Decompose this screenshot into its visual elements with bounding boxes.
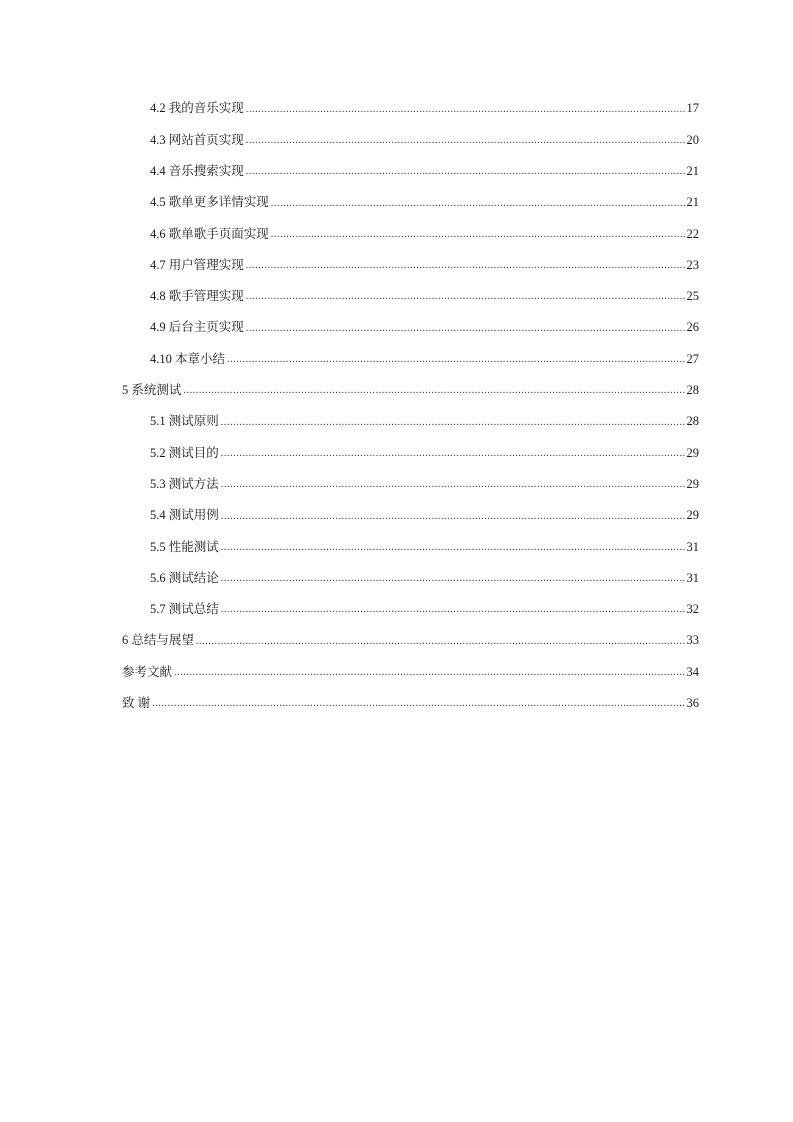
toc-dot-leader xyxy=(246,324,685,334)
toc-dot-leader xyxy=(227,355,684,365)
table-of-contents xyxy=(122,93,699,719)
toc-dot-leader xyxy=(246,261,685,271)
toc-entry-page-number: 29 xyxy=(686,445,699,460)
toc-entry-title: 4.6 歌单歌手页面实现 xyxy=(150,226,269,241)
toc-entry-title: 4.5 歌单更多详情实现 xyxy=(150,195,269,210)
toc-dot-leader xyxy=(152,699,684,709)
toc-entry-title: 6 总结与展望 xyxy=(122,633,194,648)
toc-entry-title: 5.2 测试目的 xyxy=(150,445,219,460)
toc-entry[interactable] xyxy=(122,218,699,249)
toc-entry-page-number: 20 xyxy=(686,132,699,147)
toc-entry[interactable] xyxy=(122,156,699,187)
toc-dot-leader xyxy=(174,668,684,678)
toc-entry-page-number: 25 xyxy=(686,289,699,304)
toc-entry-page-number: 21 xyxy=(686,163,699,178)
toc-entry-title: 5.5 性能测试 xyxy=(150,539,219,554)
toc-dot-leader xyxy=(221,480,685,490)
toc-entry[interactable] xyxy=(122,406,699,437)
toc-entry-page-number: 31 xyxy=(686,539,699,554)
toc-entry-page-number: 31 xyxy=(686,570,699,585)
toc-dot-leader xyxy=(196,637,685,647)
toc-entry-title: 5 系统测试 xyxy=(122,383,182,398)
toc-entry-title: 5.4 测试用例 xyxy=(150,508,219,523)
toc-dot-leader xyxy=(221,605,685,615)
toc-entry-page-number: 27 xyxy=(686,351,699,366)
toc-entry[interactable] xyxy=(122,187,699,218)
toc-entry-title: 4.10 本章小结 xyxy=(150,351,226,366)
toc-entry-page-number: 34 xyxy=(686,664,699,679)
toc-entry[interactable] xyxy=(122,375,699,406)
toc-entry-page-number: 33 xyxy=(686,633,699,648)
toc-entry[interactable] xyxy=(122,281,699,312)
toc-entry-page-number: 28 xyxy=(686,414,699,429)
toc-entry[interactable] xyxy=(122,656,699,687)
toc-entry[interactable] xyxy=(122,531,699,562)
toc-entry-page-number: 28 xyxy=(686,383,699,398)
toc-entry[interactable] xyxy=(122,625,699,656)
toc-entry-title: 5.6 测试结论 xyxy=(150,570,219,585)
toc-dot-leader xyxy=(221,574,685,584)
toc-entry-page-number: 29 xyxy=(686,476,699,491)
toc-entry-title: 4.2 我的音乐实现 xyxy=(150,101,244,116)
toc-dot-leader xyxy=(246,167,685,177)
toc-entry-title: 4.9 后台主页实现 xyxy=(150,320,244,335)
toc-entry-page-number: 17 xyxy=(686,101,699,116)
toc-entry-title: 4.3 网站首页实现 xyxy=(150,132,244,147)
toc-entry[interactable] xyxy=(122,594,699,625)
toc-entry[interactable] xyxy=(122,469,699,500)
toc-entry-page-number: 36 xyxy=(686,696,699,711)
toc-entry-title: 参考文献 xyxy=(122,664,173,679)
toc-entry-page-number: 26 xyxy=(686,320,699,335)
toc-entry[interactable] xyxy=(122,688,699,719)
toc-entry[interactable] xyxy=(122,562,699,593)
toc-entry-title: 5.7 测试总结 xyxy=(150,602,219,617)
toc-dot-leader xyxy=(271,199,685,209)
toc-dot-leader xyxy=(221,418,685,428)
toc-dot-leader xyxy=(246,292,685,302)
toc-entry[interactable] xyxy=(122,343,699,374)
toc-dot-leader xyxy=(221,543,685,553)
toc-entry-title: 致 谢 xyxy=(122,696,151,711)
toc-dot-leader xyxy=(246,136,685,146)
toc-entry[interactable] xyxy=(122,312,699,343)
toc-entry-page-number: 23 xyxy=(686,257,699,272)
toc-entry[interactable] xyxy=(122,124,699,155)
toc-entry-page-number: 21 xyxy=(686,195,699,210)
toc-dot-leader xyxy=(183,386,684,396)
toc-entry[interactable] xyxy=(122,500,699,531)
toc-entry-title: 5.1 测试原则 xyxy=(150,414,219,429)
toc-entry-title: 4.7 用户管理实现 xyxy=(150,257,244,272)
toc-entry[interactable] xyxy=(122,437,699,468)
toc-entry-title: 4.4 音乐搜索实现 xyxy=(150,163,244,178)
toc-dot-leader xyxy=(271,230,685,240)
toc-entry-page-number: 29 xyxy=(686,508,699,523)
toc-entry[interactable] xyxy=(122,249,699,280)
toc-dot-leader xyxy=(246,105,685,115)
toc-entry-title: 4.8 歌手管理实现 xyxy=(150,289,244,304)
toc-entry[interactable] xyxy=(122,93,699,124)
toc-entry-title: 5.3 测试方法 xyxy=(150,476,219,491)
toc-entry-page-number: 32 xyxy=(686,602,699,617)
toc-dot-leader xyxy=(221,449,685,459)
toc-dot-leader xyxy=(221,512,685,522)
toc-entry-page-number: 22 xyxy=(686,226,699,241)
